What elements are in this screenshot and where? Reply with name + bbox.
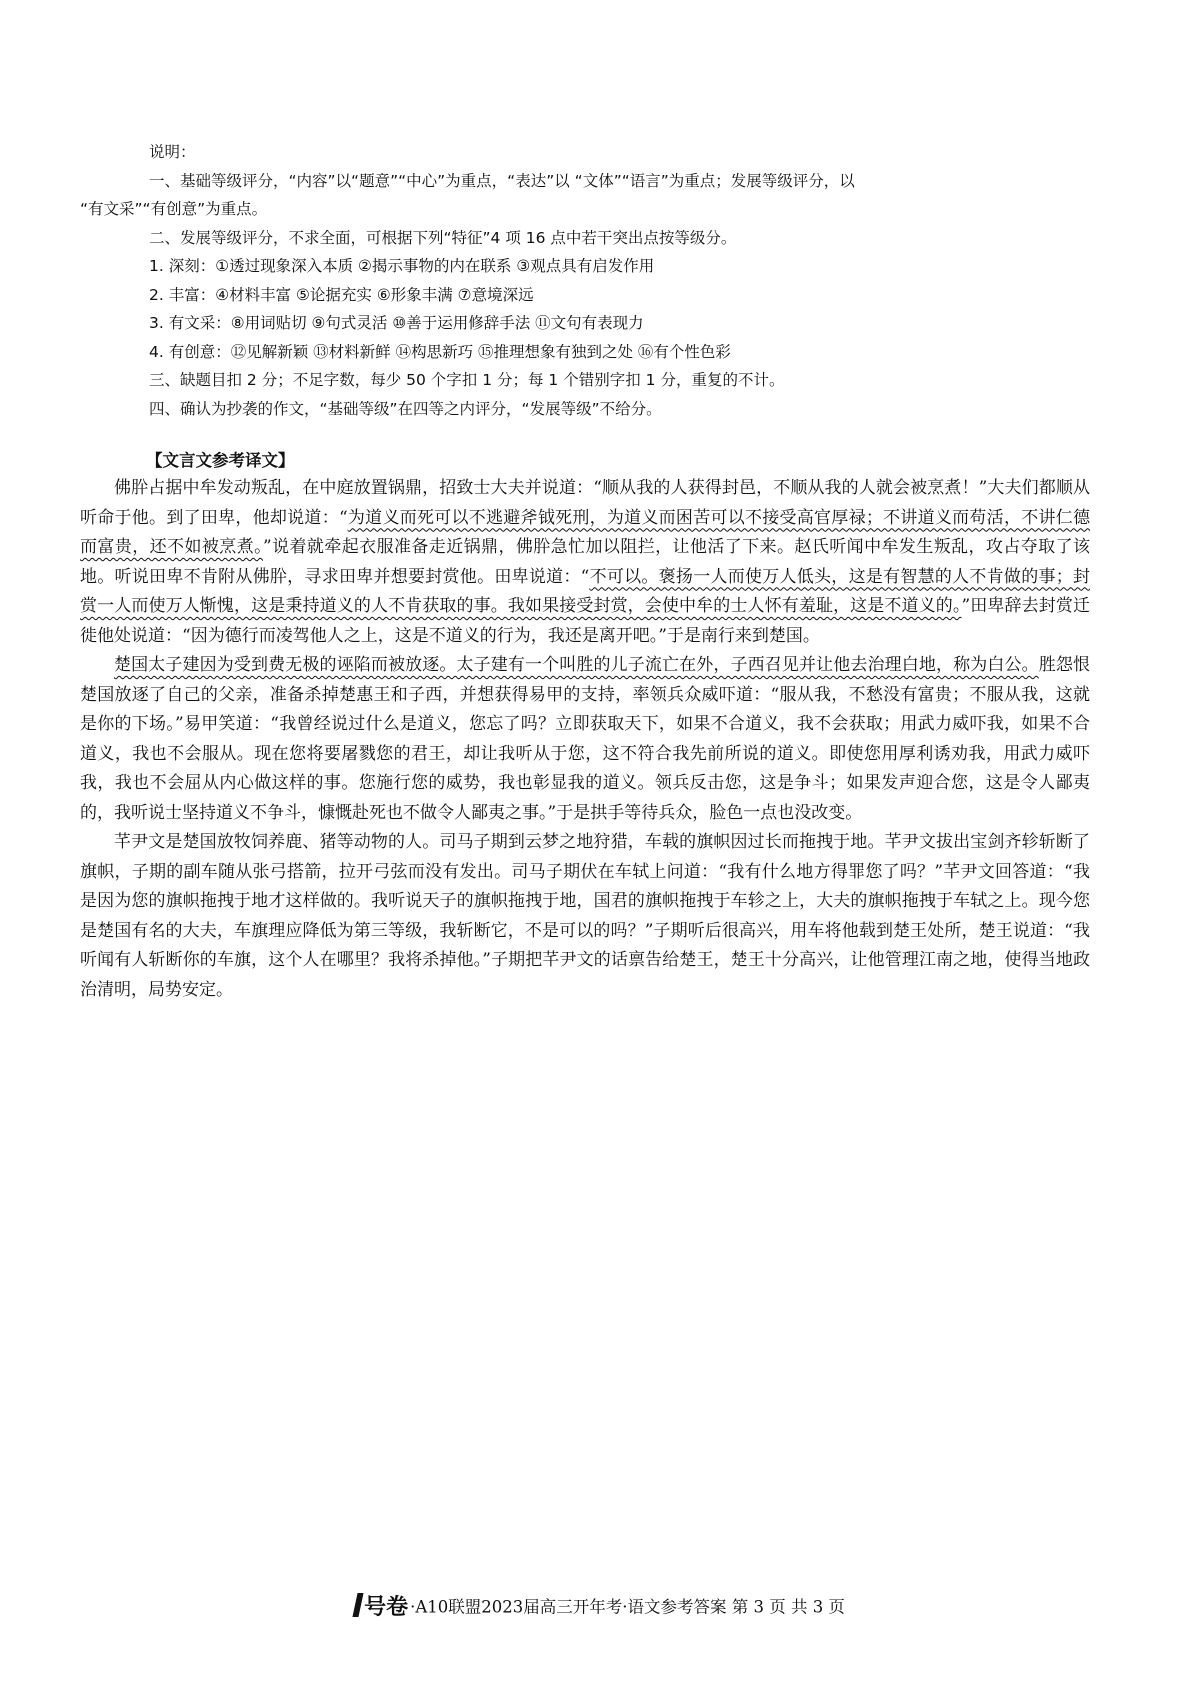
footer-text: ·A10联盟2023届高三开年考·语文参考答案 第 3 页 共 3 页: [410, 1597, 845, 1617]
notes-item-1: 一、基础等级评分，“内容”以“题意”“中心”为重点，“表达”以 “文体”“语言”为重点；发展等级评分，以: [149, 171, 855, 190]
translation-title: 【文言文参考译文】: [146, 451, 295, 470]
translation-paragraph-3: 芊尹文是楚国放牧饲养鹿、猪等动物的人。司马子期到云梦之地狩猎，车载的旗帜因过长而拖拽于地。芊尹文拔出宝剑齐轸斩断了旗帜，子期的副车随从张弓搭箭，拉开弓弦而没有发出。司马子期伏在车轼上问道：“我有什么地方得罪您了吗？”芊尹文回答道：“我是因为您的旗帜拖拽于地才这样做的。我听说天子的旗帜拖拽于地，国君的旗帜拖拽于车轸之上，大夫的旗帜拖拽于车轼之上。现今您是楚国有名的大夫，车旗理应降低为第三等级，我斩断它，不是可以的吗？”子期听后很高兴，用车将他载到楚王处所，楚王说道：“我听闻有人斩断你的车旗，这个人在哪里？我将杀掉他。”子期把芊尹文的话禀告给楚王，楚王十分高兴，让他管理江南之地，使得当地政治清明，局势安定。: [80, 832, 1090, 1000]
notes-sub-1: 1. 深刻：①透过现象深入本质 ②揭示事物的内在联系 ③观点具有启发作用: [149, 257, 655, 275]
notes-sub-4: 4. 有创意：⑫见解新颖 ⑬材料新鲜 ⑭构思新巧 ⑮推理想象有独到之处 ⑯有个性色彩: [149, 342, 731, 361]
brand-logo: 号卷: [355, 1590, 408, 1621]
paragraph-text: 佛肸占据中牟发动叛乱，在中庭放置锅鼎，招致士大夫并说道：“顺从我的人获得封邑，不顺从我的人就会被烹煮！”大夫们都顺从听命于他。到了田卑，他却说道：“: [80, 478, 1090, 528]
paragraph-text: ”说着就牵起衣服准备走近锅鼎，佛肸急忙加以阻拦，让他活了下来。赵氏听闻中牟发生叛乱，攻占夺取了该地。听说田卑不肯附从佛肸，寻求田卑并想要封赏他。田卑说道：“: [80, 537, 1090, 587]
translation-paragraph-1: [80, 474, 1090, 651]
classical-translation: [80, 448, 1090, 1005]
grading-notes: [80, 138, 1080, 423]
notes-item-3: 三、缺题目扣 2 分；不足字数，每少 50 个字扣 1 分；每 1 个错别字扣 1 分，重复的不计。: [149, 371, 785, 389]
page-footer: [0, 1590, 1200, 1621]
underlined-key-sentence: 不可以。褒扬一人而使万人低头，这是有智慧的人不肯做的事；封赏一人而使万人惭愧，这是秉持道义的人不肯获取的事。我如果接受封赏，会使中牟的士人怀有羞耻，这是不道义的。: [80, 566, 1090, 616]
notes-item-1-continued: “有文采”“有创意”为重点。: [80, 200, 268, 218]
notes-sub-3: 3. 有文采：⑧用词贴切 ⑨句式灵活 ⑩善于运用修辞手法 ⑪文句有表现力: [149, 314, 644, 332]
notes-item-4: 四、确认为抄袭的作文，“基础等级”在四等之内评分，“发展等级”不给分。: [149, 399, 662, 418]
paragraph-text: ”田卑辞去封赏迁徙他处说道：“因为德行而凌驾他人之上，这是不道义的行为，我还是离开吧。”于是南行来到楚国。: [80, 596, 1090, 646]
paragraph-text: 胜怨恨楚国放逐了自己的父亲，准备杀掉楚惠王和子西，并想获得易甲的支持，率领兵众威吓道：“服从我，不愁没有富贵；不服从我，这就是你的下场。”易甲笑道：“我曾经说过什么是道义，您忘了吗？立即获取天下，如果不合道义，我不会获取；用武力威吓我，如果不合道义，我也不会服从。现在您将要屠戮您的君王，却让我听从于您，这不符合我先前所说的道义。即使您用厚利诱劝我，用武力威吓我，我也不会屈从内心做这样的事。您施行您的威势，我也彰显我的道义。领兵反击您，这是争斗；如果发声迎合您，这是令人鄙夷的，我听说士坚持道义不争斗，慷慨赴死也不做令人鄙夷之事。”于是拱手等待兵众，脸色一点也没改变。: [80, 655, 1090, 823]
brand-mark-icon: [353, 1593, 364, 1617]
notes-sub-2: 2. 丰富：④材料丰富 ⑤论据充实 ⑥形象丰满 ⑦意境深远: [149, 285, 534, 304]
underlined-key-sentence: 楚国太子建因为受到费无极的诬陷而被放逐。太子建有一个叫胜的儿子流亡在外，子西召见并让他去治理白地，称为白公。: [114, 655, 1039, 675]
translation-paragraph-2: [80, 651, 1090, 828]
notes-item-2: 二、发展等级评分，不求全面，可根据下列“特征”4 项 16 点中若干突出点按等级分。: [149, 228, 737, 247]
underlined-key-sentence: 为道义而死可以不逃避斧钺死刑，为道义而困苦可以不接受高官厚禄；不讲道义而苟活，不讲仁德而富贵，还不如被烹煮。: [80, 507, 1090, 557]
notes-heading: 说明：: [149, 143, 196, 161]
